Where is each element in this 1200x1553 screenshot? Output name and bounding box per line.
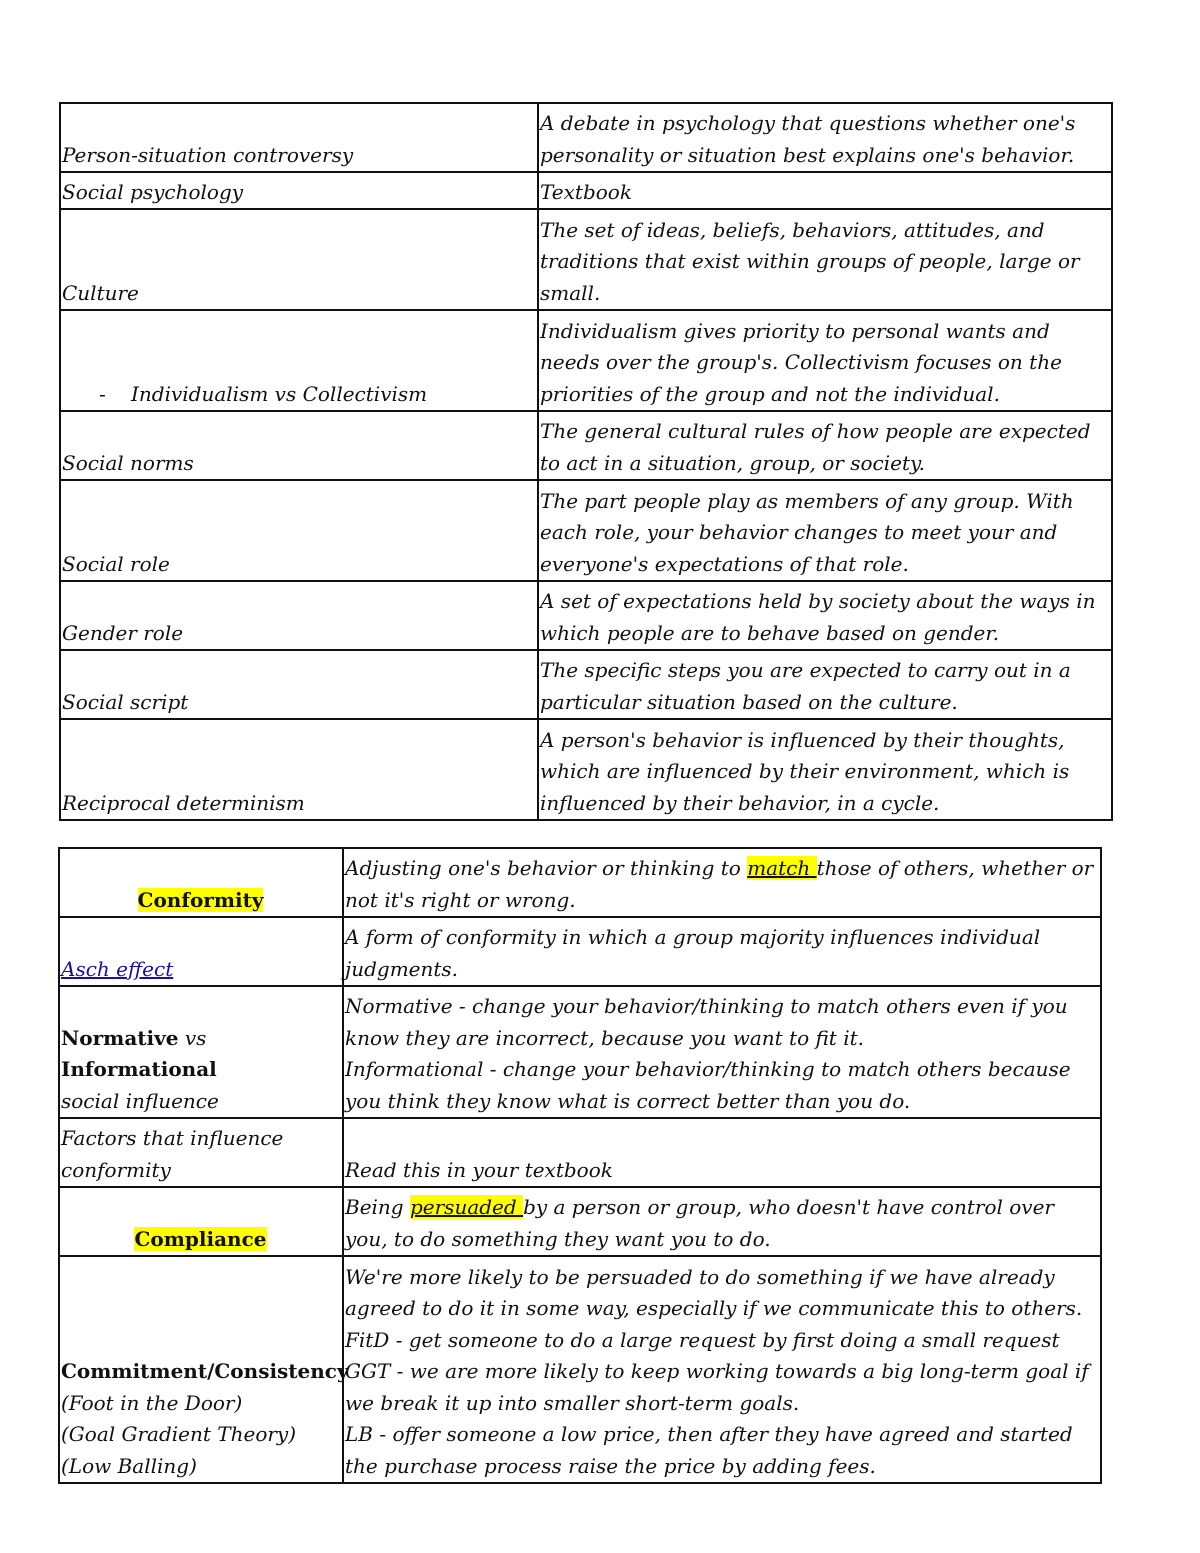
- table-row: [60, 103, 1112, 172]
- normative-term-line: [61, 1023, 340, 1055]
- definition-cell: [343, 1187, 1101, 1256]
- term-cell: [59, 917, 343, 986]
- definition-cell: Individualism gives priority to personal wants and needs over the group's. Collectivism focuses on the priorities of the group and not the individual.: [538, 310, 1112, 411]
- definition-text: by a person or group, who doesn't have control over you, to do something they want you to do.: [345, 1195, 1054, 1251]
- term-subtitle: (Goal Gradient Theory): [61, 1422, 297, 1446]
- definition-cell: A form of conformity in which a group majority influences individual judgments.: [343, 917, 1101, 986]
- table-row-conformity: [59, 848, 1101, 917]
- glossary-table-2: [58, 847, 1102, 1484]
- table-row-compliance: [59, 1187, 1101, 1256]
- table-row: [60, 581, 1112, 650]
- term-cell: Social script: [60, 650, 538, 719]
- table-row: [60, 650, 1112, 719]
- definition-cell: The specific steps you are expected to carry out in a particular situation based on the culture.: [538, 650, 1112, 719]
- definition-line: Informational - change your behavior/thinking to match others because you think they know what is correct better than you do.: [345, 1057, 1071, 1113]
- term-cell: Reciprocal determinism: [60, 719, 538, 820]
- definition-cell: The general cultural rules of how people are expected to act in a situation, group, or society.: [538, 411, 1112, 480]
- term-cell: [60, 310, 538, 411]
- definition-cell: [343, 848, 1101, 917]
- conformity-term: Conformity: [137, 887, 264, 912]
- term-cell: Social role: [60, 480, 538, 581]
- compliance-term: Compliance: [134, 1226, 267, 1251]
- definition-text: Being: [345, 1195, 410, 1219]
- definition-line: GGT - we are more likely to keep working towards a big long-term goal if we break it up into smaller short-term goals.: [345, 1359, 1089, 1415]
- definition-cell: Textbook: [538, 172, 1112, 209]
- definition-cell: [343, 1256, 1101, 1483]
- table-row-factors: [59, 1118, 1101, 1187]
- term-subtitle: (Low Balling): [61, 1453, 197, 1478]
- term-cell: Factors that influence conformity: [59, 1118, 343, 1187]
- table-row: [60, 719, 1112, 820]
- bullet-dash: -: [99, 381, 106, 406]
- table-row: [60, 411, 1112, 480]
- table-row-asch: [59, 917, 1101, 986]
- term-cell: [59, 1256, 349, 1483]
- table-row: [60, 310, 1112, 411]
- definition-cell: A person's behavior is influenced by their thoughts, which are influenced by their environment, which is influenced by their behavior, in a cycle.: [538, 719, 1112, 820]
- term-cell: [59, 986, 343, 1118]
- definition-cell: A set of expectations held by society about the ways in which people are to behave based on gender.: [538, 581, 1112, 650]
- term-cell: [59, 848, 343, 917]
- normative-term: Normative: [61, 1025, 179, 1050]
- definition-line: We're more likely to be persuaded to do something if we have already agreed to do it in some way, especially if we communicate this to others.: [345, 1264, 1083, 1320]
- term-cell: Culture: [60, 209, 538, 310]
- term-cell: Gender role: [60, 581, 538, 650]
- commitment-term: Commitment/Consistency: [61, 1359, 349, 1383]
- term-cell: Social psychology: [60, 172, 538, 209]
- definition-text: those of others, whether or not it's right or wrong.: [345, 856, 1094, 912]
- term-cell: [59, 1187, 343, 1256]
- definition-cell: The set of ideas, beliefs, behaviors, attitudes, and traditions that exist within groups of people, large or small.: [538, 209, 1112, 310]
- term-subtitle: (Foot in the Door): [61, 1390, 243, 1415]
- informational-term: Informational: [61, 1057, 217, 1081]
- table-row-normative: [59, 986, 1101, 1118]
- term-cell: Social norms: [60, 411, 538, 480]
- definition-line: LB - offer someone a low price, then after they have agreed and started the purchase process raise the price by adding fees.: [345, 1422, 1073, 1478]
- table-row-commitment: [59, 1256, 1101, 1483]
- term-subtitle: social influence: [61, 1088, 219, 1113]
- table-row: [60, 209, 1112, 310]
- definition-cell: The part people play as members of any group. With each role, your behavior changes to meet your and everyone's expectations of that role.: [538, 480, 1112, 581]
- glossary-table-1: [59, 102, 1113, 821]
- definition-cell: A debate in psychology that questions whether one's personality or situation best explains one's behavior.: [538, 103, 1112, 172]
- table-row: [60, 480, 1112, 581]
- table-row: [60, 172, 1112, 209]
- definition-line: Normative - change your behavior/thinking to match others even if you know they are incorrect, because you want to fit it.: [345, 994, 1068, 1050]
- asch-effect-link[interactable]: Asch effect: [61, 956, 174, 981]
- definition-cell: [343, 986, 1101, 1118]
- term-cell: Person-situation controversy: [60, 103, 538, 172]
- highlighted-word: match: [747, 856, 817, 880]
- term-text: Individualism vs Collectivism: [131, 381, 428, 406]
- vs-text: vs: [178, 1025, 207, 1050]
- definition-line: FitD - get someone to do a large request by first doing a small request: [345, 1327, 1060, 1352]
- highlighted-word: persuaded: [409, 1195, 524, 1219]
- definition-cell: Read this in your textbook: [343, 1118, 1101, 1187]
- definition-text: Adjusting one's behavior or thinking to: [345, 856, 748, 880]
